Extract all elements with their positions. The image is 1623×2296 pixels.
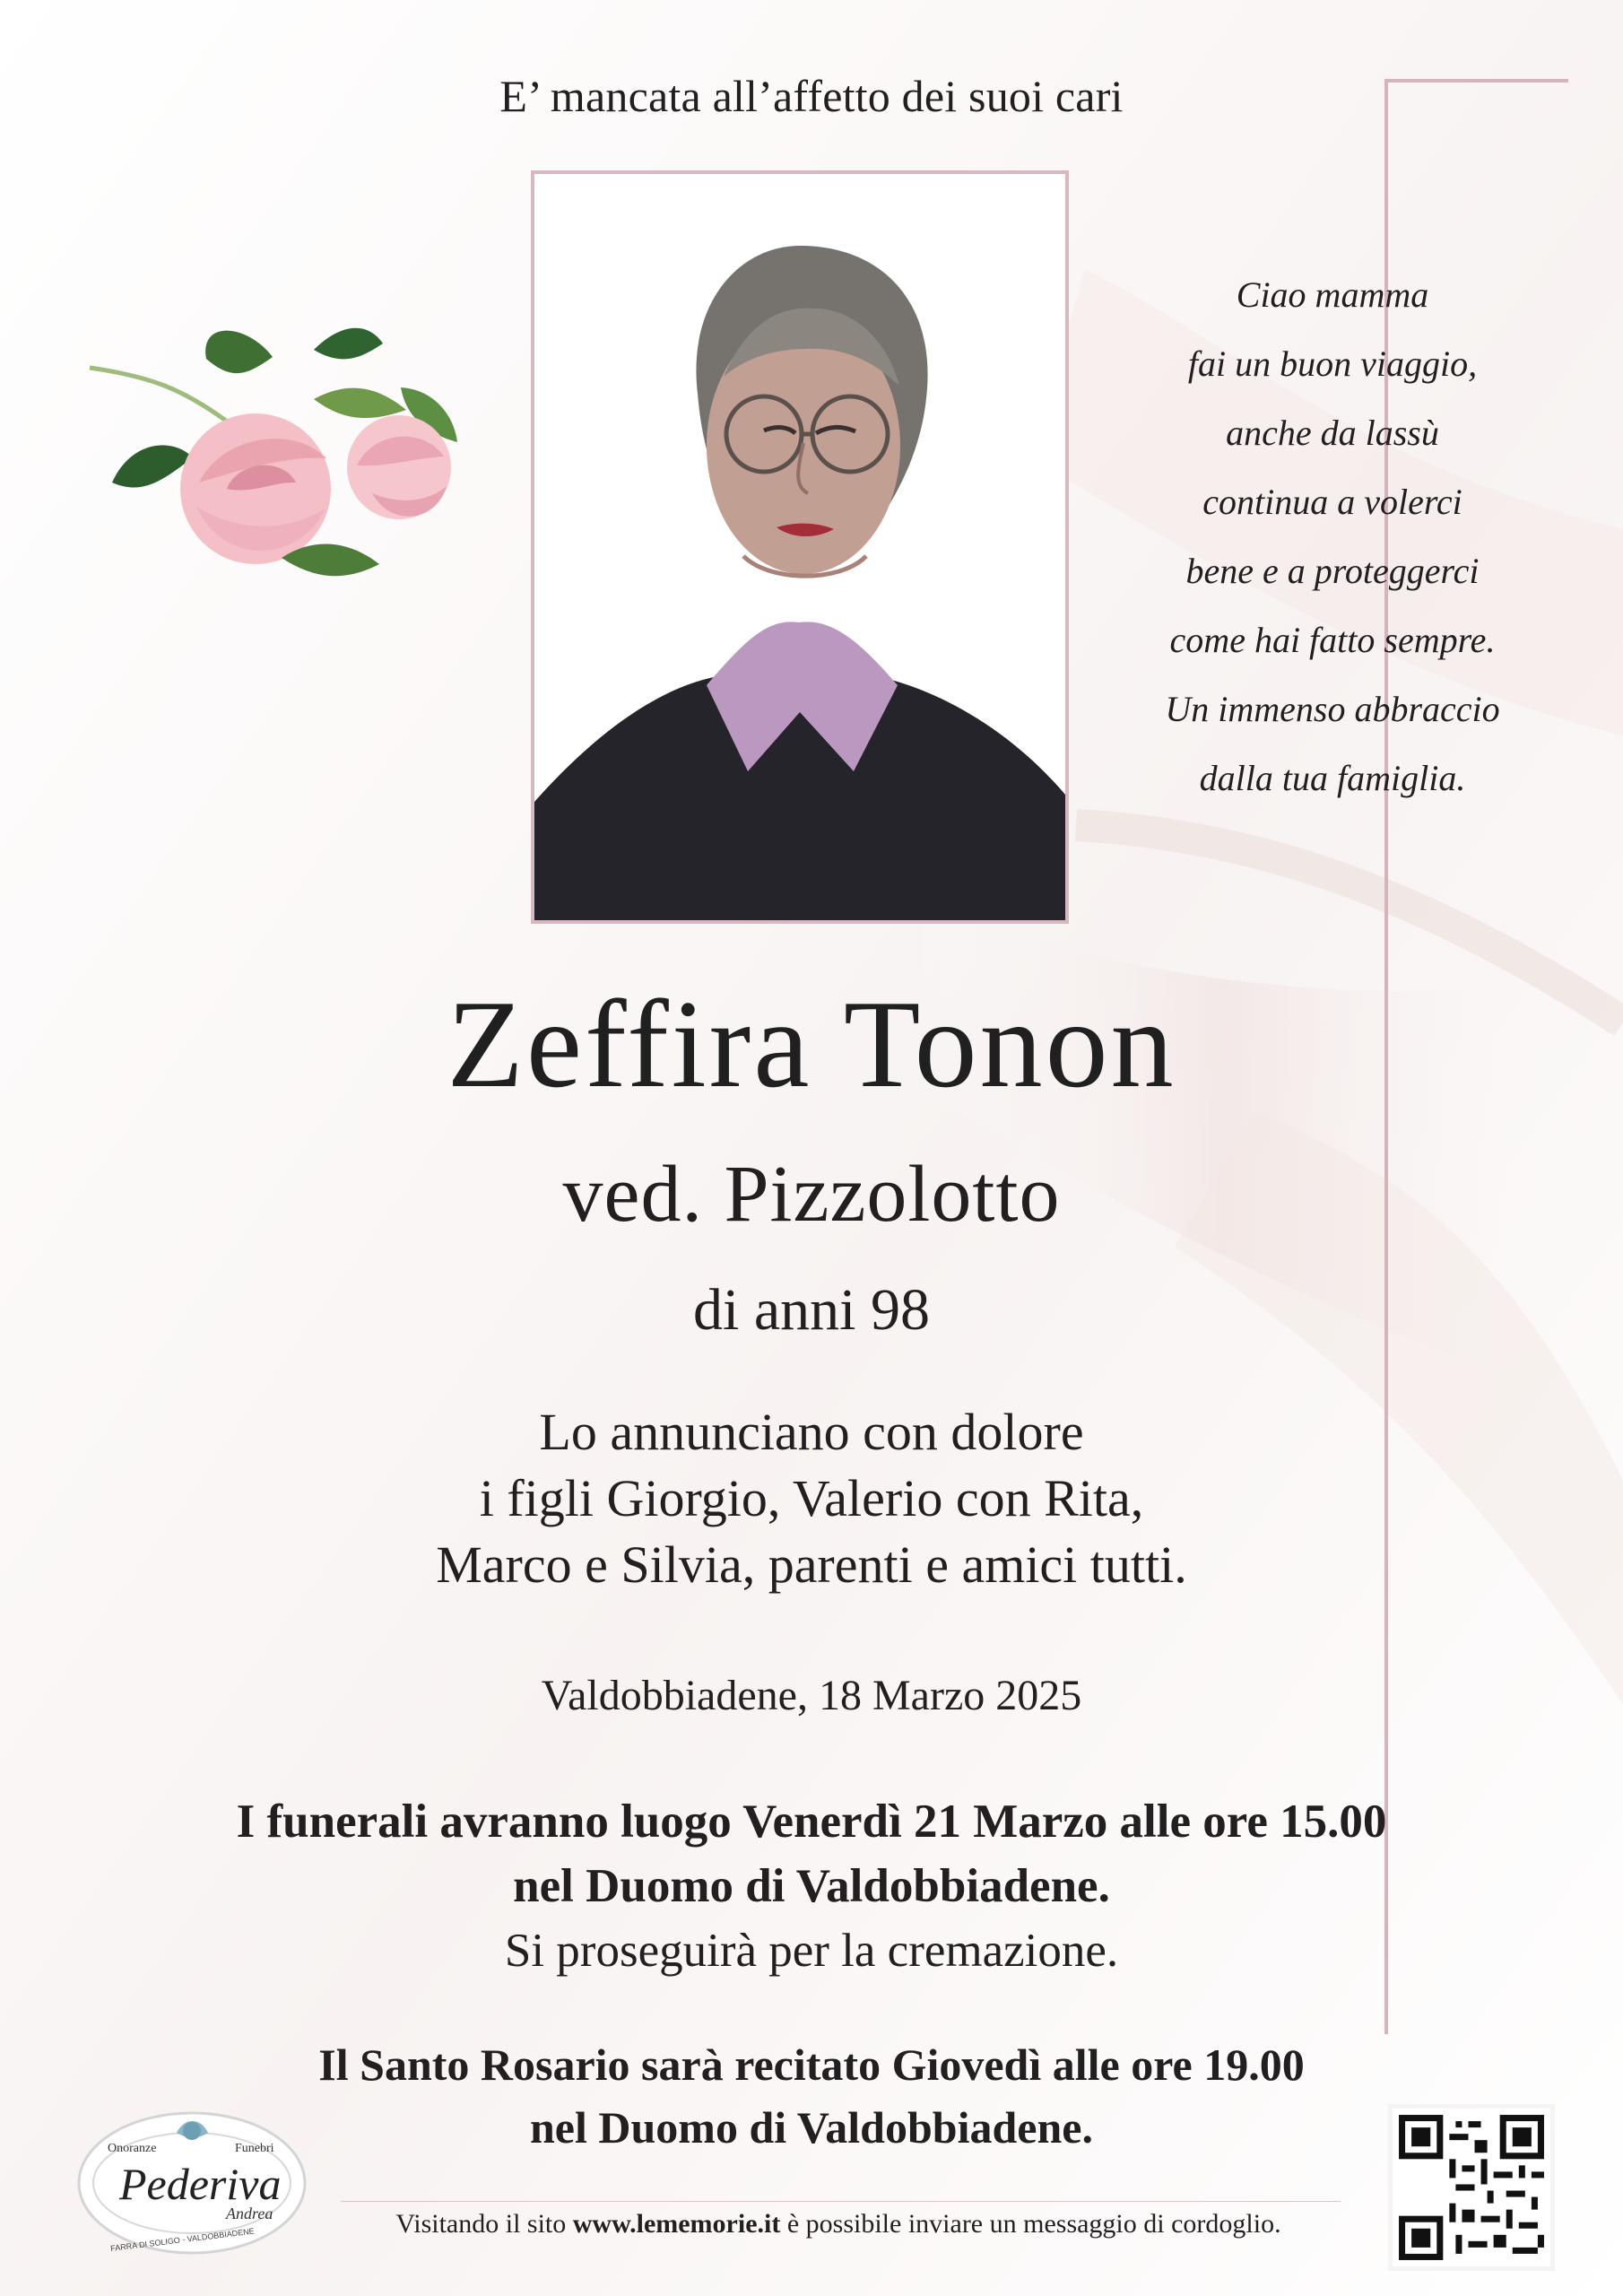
footer-message xyxy=(314,2206,1363,2242)
footer-divider xyxy=(341,2201,1341,2202)
intro-text: E’ mancata all’affetto dei suoi cari xyxy=(499,71,1124,121)
announcement-line: i figli Giorgio, Valerio con Rita, xyxy=(479,1469,1144,1527)
cremation-line: Si proseguirà per la cremazione. xyxy=(504,1925,1119,1977)
footer-suffix: è possibile inviare un messaggio di cordoglio. xyxy=(780,2209,1281,2239)
poem-line: Un immenso abbraccio xyxy=(1165,689,1500,729)
funeral-details xyxy=(0,1789,1623,1983)
pink-rose-icon xyxy=(72,305,480,592)
poem-message xyxy=(1099,260,1566,813)
funeral-time-line: I funerali avranno luogo Venerdì 21 Marzo alle ore 15.00 xyxy=(236,1796,1387,1848)
widow-name: ved. Pizzolotto xyxy=(562,1150,1061,1239)
logo-first-name-text: Andrea xyxy=(226,2205,273,2222)
poem-line: come hai fatto sempre. xyxy=(1169,620,1496,660)
logo-top-left-text: Onoranze xyxy=(108,2142,157,2155)
announcement-text xyxy=(0,1399,1623,1598)
footer-prefix: Visitando il sito xyxy=(395,2209,573,2239)
age-line: di anni 98 xyxy=(693,1277,930,1343)
website-link[interactable]: www.lememorie.it xyxy=(572,2209,781,2239)
poem-line: anche da lassù xyxy=(1226,413,1439,453)
poem-line: bene e a proteggerci xyxy=(1185,551,1480,591)
logo-location-text: FARRA DI SOLIGO - VALDOBBIADENE xyxy=(109,2226,256,2254)
portrait-photo-image xyxy=(534,174,1065,920)
announcement-line: Marco e Silvia, parenti e amici tutti. xyxy=(436,1535,1187,1594)
qr-code[interactable] xyxy=(1388,2104,1555,2271)
rosary-time-line: Il Santo Rosario sarà recitato Giovedì alle ore 19.00 xyxy=(318,2039,1305,2090)
poem-line: Ciao mamma xyxy=(1236,274,1429,315)
decorative-frame-top-line xyxy=(1384,79,1568,83)
place-date: Valdobbiadene, 18 Marzo 2025 xyxy=(541,1672,1082,1719)
poem-line: fai un buon viaggio, xyxy=(1187,344,1478,384)
announcement-line: Lo annunciano con dolore xyxy=(539,1403,1084,1461)
qr-code-pattern xyxy=(1393,2109,1550,2266)
poem-line: continua a volerci xyxy=(1202,482,1462,522)
deceased-name: Zeffira Tonon xyxy=(447,975,1176,1114)
poem-line: dalla tua famiglia. xyxy=(1199,758,1466,798)
logo-top-right-text: Funebri xyxy=(235,2142,274,2155)
funeral-location-line: nel Duomo di Valdobbiadene. xyxy=(513,1860,1110,1912)
logo-name-text: Pederiva xyxy=(119,2159,282,2209)
funeral-home-logo xyxy=(74,2106,311,2258)
portrait-photo xyxy=(531,170,1069,924)
rosary-location-line: nel Duomo di Valdobbiadene. xyxy=(530,2102,1093,2152)
